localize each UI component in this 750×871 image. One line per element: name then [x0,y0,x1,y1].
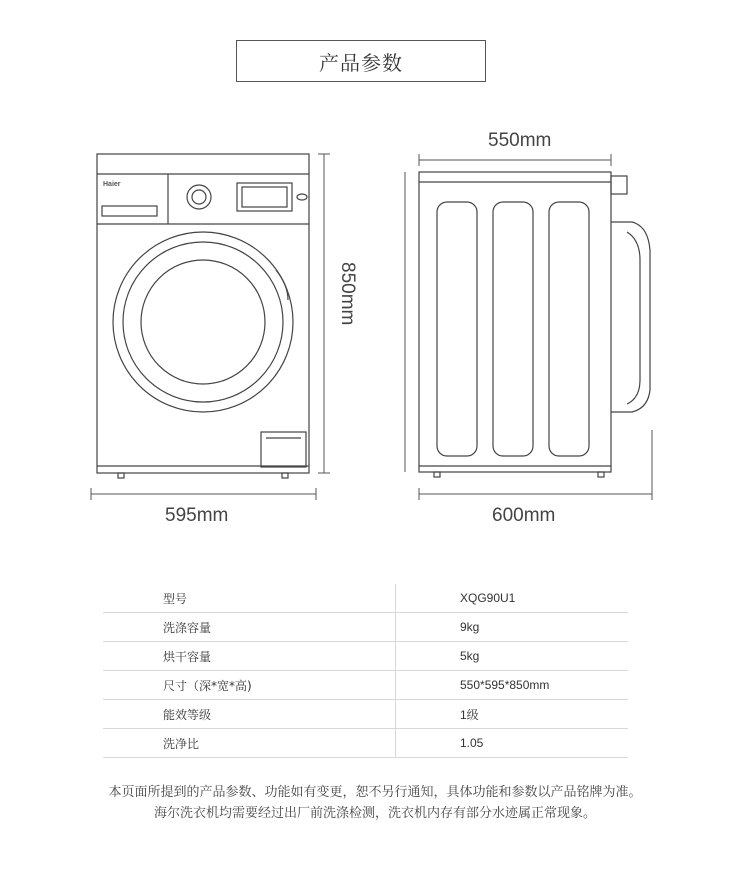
page-title: 产品参数 [236,40,486,82]
washer-front-view [97,154,309,478]
disclaimer-line: 海尔洗衣机均需要经过出厂前洗涤检测，洗衣机内存有部分水迹属正常现象。 [153,806,596,821]
spec-key: 洗净比 [103,729,396,758]
brand-logo: Haier [103,181,121,188]
dimension-side-depth-bottom: 600mm [492,505,556,526]
spec-value: 550*595*850mm [396,671,629,700]
spec-value: 1.05 [396,729,629,758]
spec-key: 尺寸（深*宽*高) [103,671,396,700]
table-row [103,584,628,613]
washer-side-view [419,172,650,477]
dimension-side-depth-top: 550mm [488,130,552,151]
spec-key: 能效等级 [103,700,396,729]
dimension-front-width: 595mm [165,505,229,526]
dimension-height: 850mm [337,262,358,326]
spec-value: XQG90U1 [396,584,629,613]
table-row [103,642,628,671]
table-row [103,613,628,642]
spec-value: 5kg [396,642,629,671]
spec-table [103,584,628,758]
spec-key: 型号 [103,584,396,613]
table-row [103,671,628,700]
table-row [103,729,628,758]
table-row [103,700,628,729]
spec-value: 9kg [396,613,629,642]
disclaimer-line: 本页面所提到的产品参数、功能如有变更，恕不另行通知，具体功能和参数以产品铭牌为准。 [108,785,642,800]
spec-key: 洗涤容量 [103,613,396,642]
spec-value: 1级 [396,700,629,729]
disclaimer-notes [0,782,750,824]
spec-key: 烘干容量 [103,642,396,671]
